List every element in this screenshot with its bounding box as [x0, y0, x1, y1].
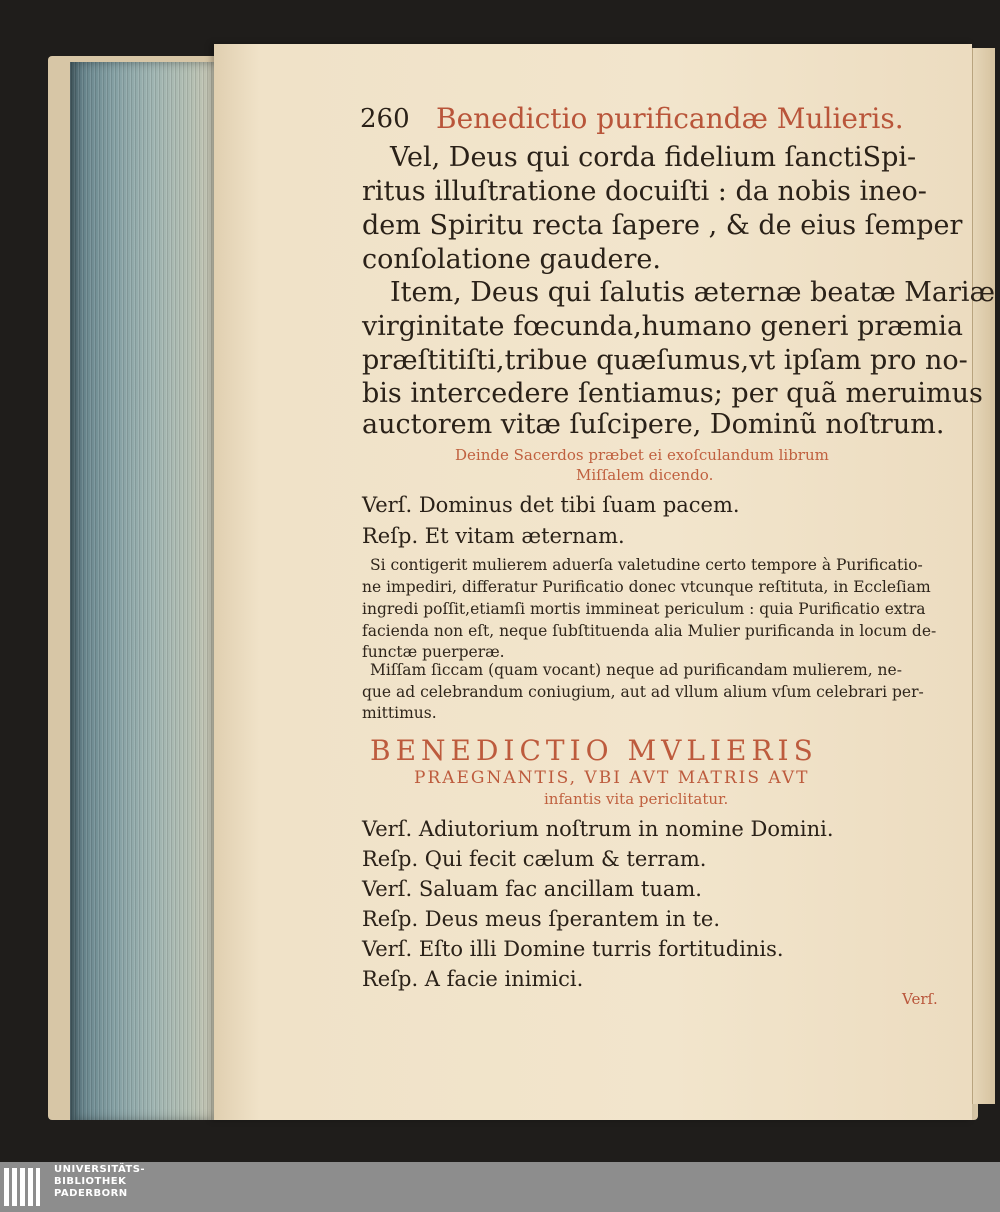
prayer-item-line-3: præſtitiſti,tribue quæſumus,vt ipſam pro no-	[362, 345, 968, 376]
note-2-line-3: mittimus.	[362, 704, 437, 722]
note-2-line-2: que ad celebrandum coniugium, aut ad vllum alium vſum celebrari per-	[362, 683, 924, 701]
versicle-2-3: Verſ. Saluam fac ancillam tuam.	[362, 877, 702, 901]
rubric-line-1: Deinde Sacerdos præbet ei exoſculandum librum	[455, 446, 829, 464]
versicle-2-4: Reſp. Deus meus ſperantem in te.	[362, 907, 721, 931]
page-edges-block	[70, 62, 224, 1120]
response-1: Reſp. Et vitam æternam.	[362, 524, 625, 548]
note-2-line-1: Miſſam ſiccam (quam vocant) neque ad purificandam mulierem, ne-	[370, 661, 902, 679]
note-1-line-2: ne impediri, differatur Purificatio donec vtcunque reſtituta, in Eccleſiam	[362, 578, 931, 596]
prayer-item-line-4: bis intercedere ſentiamus; per quã meruimus	[362, 378, 983, 409]
note-1-line-4: facienda non eſt, neque ſubſtituenda alia Mulier purificanda in locum de-	[362, 622, 937, 640]
versicle-2-2: Reſp. Qui fecit cælum & terram.	[362, 847, 707, 871]
prayer-vel-line-2: ritus illuſtratione docuiſti : da nobis ineo-	[362, 176, 927, 207]
prayer-item-line-2: virginitate fœcunda,humano generi præmia	[362, 311, 964, 342]
library-footer	[0, 1162, 1000, 1212]
library-name-line-3: PADERBORN	[54, 1188, 128, 1199]
section-title-line-1: BENEDICTIO MVLIERIS	[370, 734, 818, 767]
catchword: Verſ.	[902, 990, 938, 1008]
prayer-vel-line-4: conſolatione gaudere.	[362, 244, 661, 275]
library-name-line-1: UNIVERSITÄTS-	[54, 1164, 146, 1175]
versicle-2-6: Reſp. A facie inimici.	[362, 967, 584, 991]
note-1-line-5: functæ puerperæ.	[362, 643, 505, 661]
versicle-1: Verſ. Dominus det tibi ſuam pacem.	[362, 493, 740, 517]
prayer-item-line-1: Item, Deus qui ſalutis æternæ beatæ Mariæ	[390, 277, 995, 308]
versicle-2-5: Verſ. Eſto illi Domine turris fortitudinis.	[362, 937, 784, 961]
prayer-item-line-5: auctorem vitæ ſuſcipere, Dominũ noſtrum.	[362, 409, 945, 440]
running-title: Benedictio purificandæ Mulieris.	[436, 102, 904, 135]
library-name-line-2: BIBLIOTHEK	[54, 1176, 127, 1187]
section-title-line-2: PRAEGNANTIS, VBI AVT MATRIS AVT	[414, 768, 810, 788]
note-1-line-3: ingredi poſſit,etiamſi mortis immineat periculum : quia Purificatio extra	[362, 600, 926, 618]
prayer-vel-line-1: Vel, Deus qui corda fidelium ſanctiSpi-	[390, 142, 917, 173]
library-logo-icon	[4, 1168, 44, 1206]
versicle-2-1: Verſ. Adiutorium noſtrum in nomine Domini.	[362, 817, 834, 841]
page-number: 260	[360, 104, 410, 134]
facing-page-edge	[972, 48, 995, 1104]
note-1-line-1: Si contigerit mulierem aduerſa valetudine certo tempore à Purificatio-	[370, 556, 923, 574]
section-title-line-3: infantis vita periclitatur.	[544, 790, 729, 808]
prayer-vel-line-3: dem Spiritu recta ſapere , & de eius ſemper	[362, 210, 963, 241]
rubric-line-2: Miſſalem dicendo.	[576, 466, 714, 484]
